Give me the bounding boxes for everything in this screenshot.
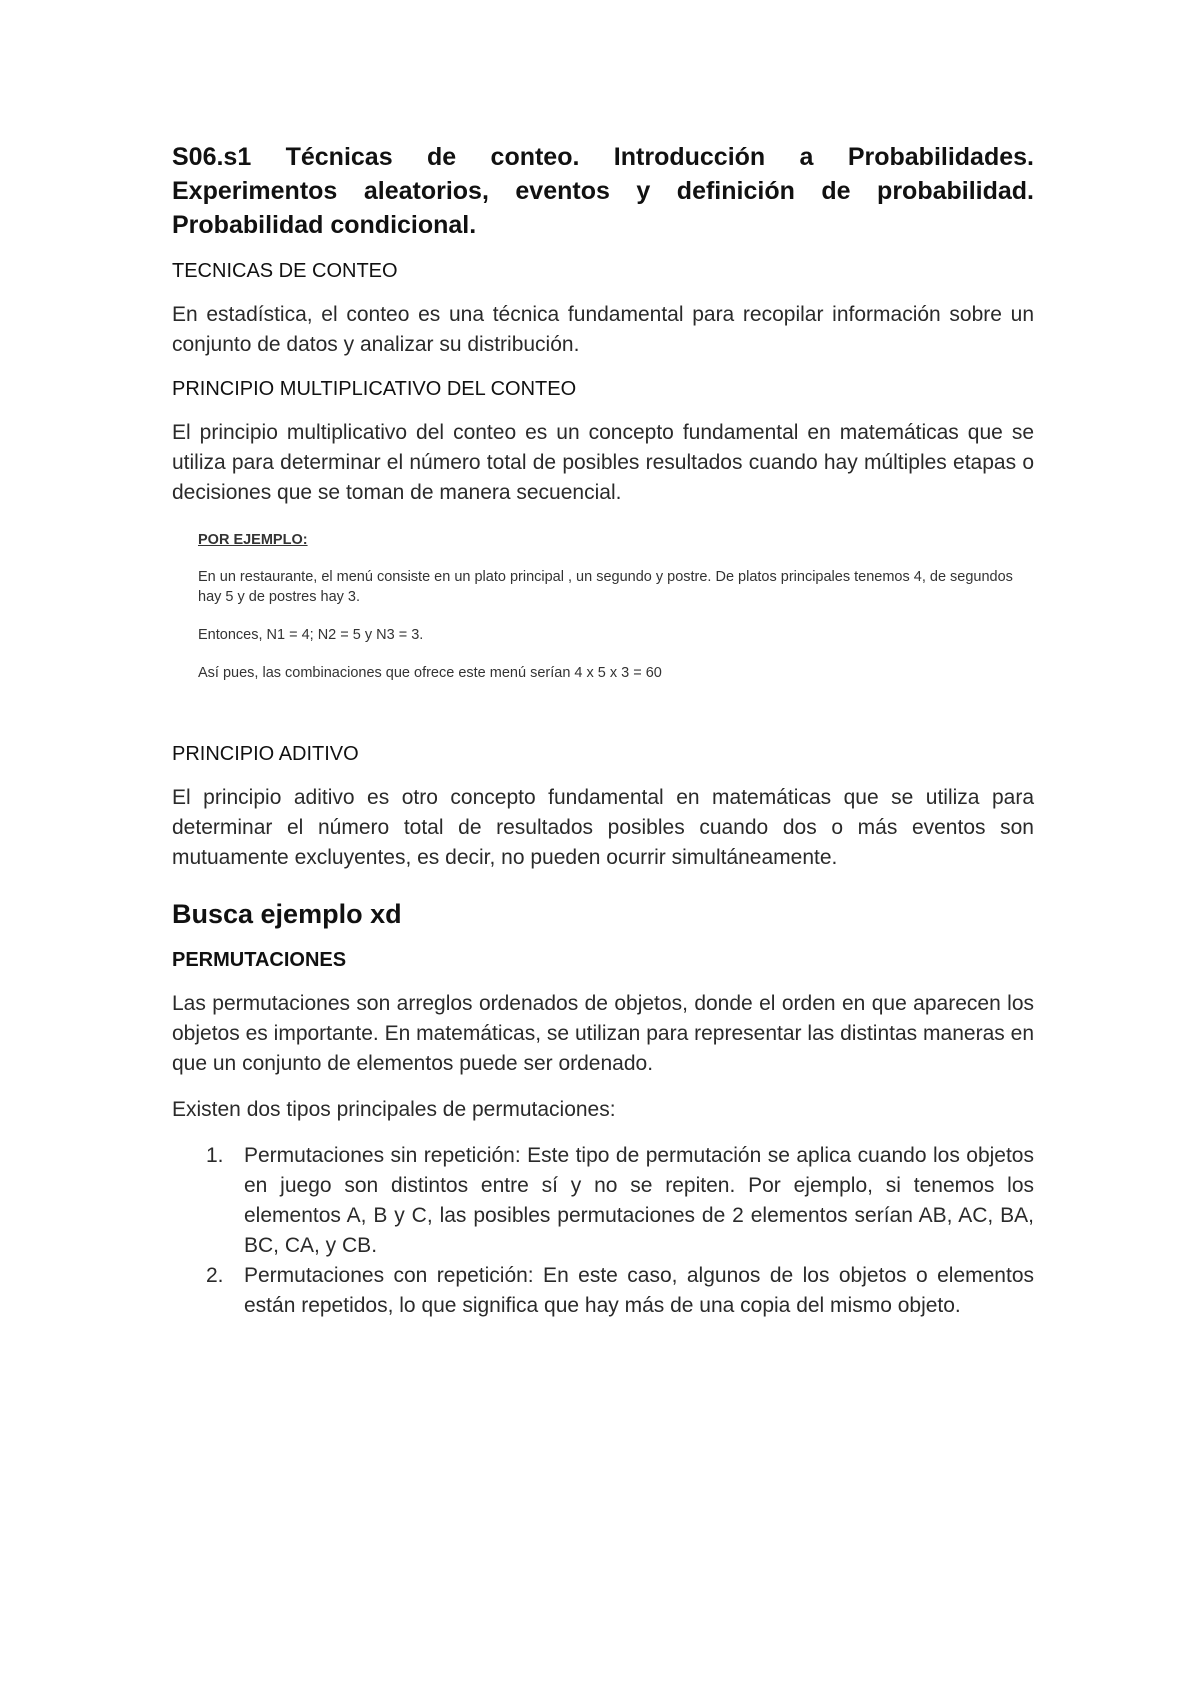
example-box (198, 530, 1028, 683)
list-item (206, 1261, 1034, 1321)
example-line-3: Así pues, las combinaciones que ofrece este menú serían 4 x 5 x 3 = 60 (198, 665, 662, 681)
example-heading: POR EJEMPLO: (198, 532, 308, 548)
section-heading-aditivo: PRINCIPIO ADITIVO (172, 743, 359, 765)
section-heading-multiplicativo: PRINCIPIO MULTIPLICATIVO DEL CONTEO (172, 378, 577, 400)
note-heading: Busca ejemplo xd (172, 899, 402, 929)
section-heading-permutaciones: PERMUTACIONES (172, 949, 347, 971)
section-text-permutaciones: Las permutaciones son arreglos ordenados de objetos, donde el orden en que aparecen los objetos es importante. En matemáticas, se utilizan para representar las distintas maneras en que un conjunto de elementos puede ser ordenado. (172, 992, 1034, 1075)
section-heading-tecnicas: TECNICAS DE CONTEO (172, 260, 398, 282)
section-text-tecnicas: En estadística, el conteo es una técnica fundamental para recopilar información sobre un conjunto de datos y analizar su distribución. (172, 303, 1034, 356)
list-item-number: 1. (206, 1144, 224, 1167)
list-item (206, 1141, 1034, 1261)
section-text-aditivo: El principio aditivo es otro concepto fundamental en matemáticas que se utiliza para determinar el número total de resultados posibles cuando dos o más eventos son mutuamente excluyentes, es decir, no pueden ocurrir simultáneamente. (172, 786, 1034, 869)
list-item-number: 2. (206, 1264, 224, 1287)
permutation-types-list (172, 1141, 1034, 1321)
list-item-text: Permutaciones con repetición: En este caso, algunos de los objetos o elementos están repetidos, lo que significa que hay más de una copia del mismo objeto. (244, 1264, 1034, 1317)
section-intro-permutaciones: Existen dos tipos principales de permutaciones: (172, 1098, 616, 1121)
section-text-multiplicativo: El principio multiplicativo del conteo es un concepto fundamental en matemáticas que se utiliza para determinar el número total de posibles resultados cuando hay múltiples etapas o decisiones que se toman de manera secuencial. (172, 421, 1034, 504)
example-line-1: En un restaurante, el menú consiste en un plato principal , un segundo y postre. De platos principales tenemos 4, de segundos hay 5 y de postres hay 3. (198, 569, 1013, 605)
list-item-text: Permutaciones sin repetición: Este tipo de permutación se aplica cuando los objetos en juego son distintos entre sí y no se repiten. Por ejemplo, si tenemos los elementos A, B y C, las posibles permutaciones de 2 elementos serían AB, AC, BA, BC, CA, y CB. (244, 1144, 1034, 1257)
document-title: S06.s1 Técnicas de conteo. Introducción a Probabilidades. Experimentos aleatorios, eventos y definición de probabilidad. Probabilidad condicional. (172, 143, 1034, 239)
example-line-2: Entonces, N1 = 4; N2 = 5 y N3 = 3. (198, 627, 424, 643)
